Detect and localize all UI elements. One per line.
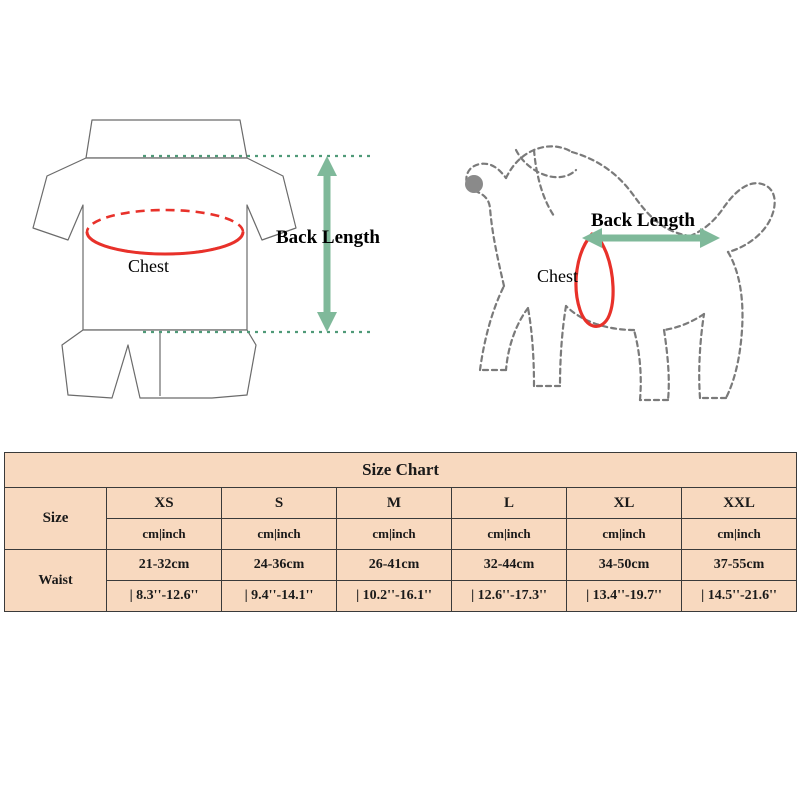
dog-chest-label: Chest — [537, 266, 579, 286]
table-row — [5, 550, 797, 581]
waist-cm-xl: 34-50cm — [567, 550, 682, 581]
dog-nose-icon — [465, 175, 483, 193]
table-row — [5, 581, 797, 612]
row-header-waist: Waist — [5, 550, 107, 612]
size-chart-table — [4, 452, 797, 612]
unit-xs: cm|inch — [107, 519, 222, 550]
garment-back-length-label: Back Length — [276, 227, 380, 248]
unit-m: cm|inch — [337, 519, 452, 550]
waist-inch-l: | 12.6''-17.3'' — [452, 581, 567, 612]
row-header-size: Size — [5, 488, 107, 550]
dog-back-length-label: Back Length — [591, 210, 695, 231]
waist-cm-s: 24-36cm — [222, 550, 337, 581]
col-header-l: L — [452, 488, 567, 519]
col-header-xs: XS — [107, 488, 222, 519]
col-header-xl: XL — [567, 488, 682, 519]
size-chart-table-wrap — [4, 452, 796, 612]
unit-s: cm|inch — [222, 519, 337, 550]
waist-inch-xxl: | 14.5''-21.6'' — [682, 581, 797, 612]
dog-outline — [466, 146, 774, 400]
col-header-s: S — [222, 488, 337, 519]
waist-inch-xs: | 8.3''-12.6'' — [107, 581, 222, 612]
col-header-xxl: XXL — [682, 488, 797, 519]
unit-xxl: cm|inch — [682, 519, 797, 550]
waist-cm-xxl: 37-55cm — [682, 550, 797, 581]
waist-cm-l: 32-44cm — [452, 550, 567, 581]
col-header-m: M — [337, 488, 452, 519]
unit-xl: cm|inch — [567, 519, 682, 550]
chart-title: Size Chart — [5, 453, 797, 488]
garment-chest-label: Chest — [128, 256, 170, 276]
waist-inch-m: | 10.2''-16.1'' — [337, 581, 452, 612]
dog-chest-measure — [576, 234, 613, 326]
waist-inch-s: | 9.4''-14.1'' — [222, 581, 337, 612]
waist-inch-xl: | 13.4''-19.7'' — [567, 581, 682, 612]
waist-cm-m: 26-41cm — [337, 550, 452, 581]
unit-l: cm|inch — [452, 519, 567, 550]
waist-cm-xs: 21-32cm — [107, 550, 222, 581]
